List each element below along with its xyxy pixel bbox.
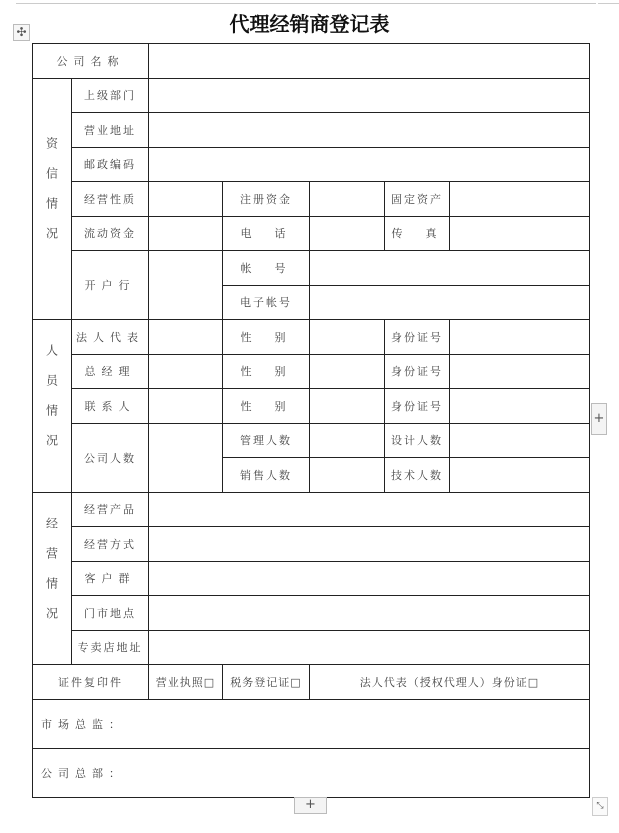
page-corner-mark: [16, 0, 40, 4]
headquarters-field[interactable]: 公司总部：: [33, 748, 590, 797]
gender-field[interactable]: [310, 354, 385, 389]
staff-role-label: 总经理: [72, 354, 149, 389]
id-number-label: 身份证号: [385, 389, 450, 424]
document-title: 代理经销商登记表: [229, 12, 390, 36]
staff-name-field[interactable]: [149, 354, 223, 389]
gender-label: 性 别: [223, 389, 310, 424]
business-nature-label: 经营性质: [72, 182, 149, 217]
operation-section-label: 经营情况: [33, 492, 72, 665]
id-number-label: 身份证号: [385, 320, 450, 355]
gender-field[interactable]: [310, 320, 385, 355]
id-number-label: 身份证号: [385, 354, 450, 389]
operation-item-label: 门市地点: [72, 596, 149, 631]
fax-field[interactable]: [450, 216, 590, 251]
add-row-button[interactable]: +: [294, 797, 327, 814]
postal-code-field[interactable]: [149, 147, 590, 182]
staff-role-label: 联系人: [72, 389, 149, 424]
documents-label: 证件复印件: [33, 665, 149, 700]
operation-item-field[interactable]: [149, 630, 590, 665]
business-nature-field[interactable]: [149, 182, 223, 217]
headcount-field[interactable]: [149, 423, 223, 492]
business-address-label: 营业地址: [72, 113, 149, 148]
gender-label: 性 别: [223, 320, 310, 355]
operation-item-field[interactable]: [149, 527, 590, 562]
table-move-handle-icon[interactable]: ✣: [13, 24, 30, 41]
staff-name-field[interactable]: [149, 320, 223, 355]
business-license-checkbox[interactable]: 营业执照□: [149, 665, 223, 700]
phone-label: 电 话: [223, 216, 310, 251]
tech-count-field[interactable]: [450, 458, 590, 493]
operation-item-label: 客户群: [72, 561, 149, 596]
registered-capital-label: 注册资金: [223, 182, 310, 217]
staff-section-label: 人员情况: [33, 320, 72, 493]
fixed-assets-label: 固定资产: [385, 182, 450, 217]
tech-count-label: 技术人数: [385, 458, 450, 493]
superior-dept-label: 上级部门: [72, 78, 149, 113]
fixed-assets-field[interactable]: [450, 182, 590, 217]
design-count-label: 设计人数: [385, 423, 450, 458]
page-corner-mark: [598, 0, 619, 4]
postal-code-label: 邮政编码: [72, 147, 149, 182]
market-director-field[interactable]: 市场总监：: [33, 699, 590, 748]
registered-capital-field[interactable]: [310, 182, 385, 217]
sales-count-field[interactable]: [310, 458, 385, 493]
gender-field[interactable]: [310, 389, 385, 424]
superior-dept-field[interactable]: [149, 78, 590, 113]
phone-field[interactable]: [310, 216, 385, 251]
company-name-label: 公司名称: [33, 44, 149, 79]
operation-item-label: 专卖店地址: [72, 630, 149, 665]
operation-item-field[interactable]: [149, 561, 590, 596]
operation-item-label: 经营产品: [72, 492, 149, 527]
e-account-field[interactable]: [310, 285, 590, 320]
add-column-button[interactable]: +: [591, 403, 607, 435]
design-count-field[interactable]: [450, 423, 590, 458]
id-number-field[interactable]: [450, 320, 590, 355]
working-capital-label: 流动资金: [72, 216, 149, 251]
operation-item-field[interactable]: [149, 492, 590, 527]
staff-name-field[interactable]: [149, 389, 223, 424]
working-capital-field[interactable]: [149, 216, 223, 251]
legal-id-checkbox[interactable]: 法人代表（授权代理人）身份证□: [310, 665, 590, 700]
tax-registration-checkbox[interactable]: 税务登记证□: [223, 665, 310, 700]
mgmt-count-label: 管理人数: [223, 423, 310, 458]
mgmt-count-field[interactable]: [310, 423, 385, 458]
id-number-field[interactable]: [450, 354, 590, 389]
gender-label: 性 别: [223, 354, 310, 389]
bank-field[interactable]: [149, 251, 223, 320]
headcount-label: 公司人数: [72, 423, 149, 492]
bank-label: 开户行: [72, 251, 149, 320]
operation-item-label: 经营方式: [72, 527, 149, 562]
page-margin-line: [40, 3, 596, 4]
sales-count-label: 销售人数: [223, 458, 310, 493]
e-account-label: 电子帐号: [223, 285, 310, 320]
fax-label: 传 真: [385, 216, 450, 251]
credit-section-label: 资信情况: [33, 78, 72, 320]
table-resize-handle-icon[interactable]: ⤡: [592, 797, 608, 816]
account-field[interactable]: [310, 251, 590, 286]
account-label: 帐 号: [223, 251, 310, 286]
registration-table: [32, 43, 590, 798]
business-address-field[interactable]: [149, 113, 590, 148]
company-name-field[interactable]: [149, 44, 590, 79]
id-number-field[interactable]: [450, 389, 590, 424]
staff-role-label: 法人代表: [72, 320, 149, 355]
operation-item-field[interactable]: [149, 596, 590, 631]
